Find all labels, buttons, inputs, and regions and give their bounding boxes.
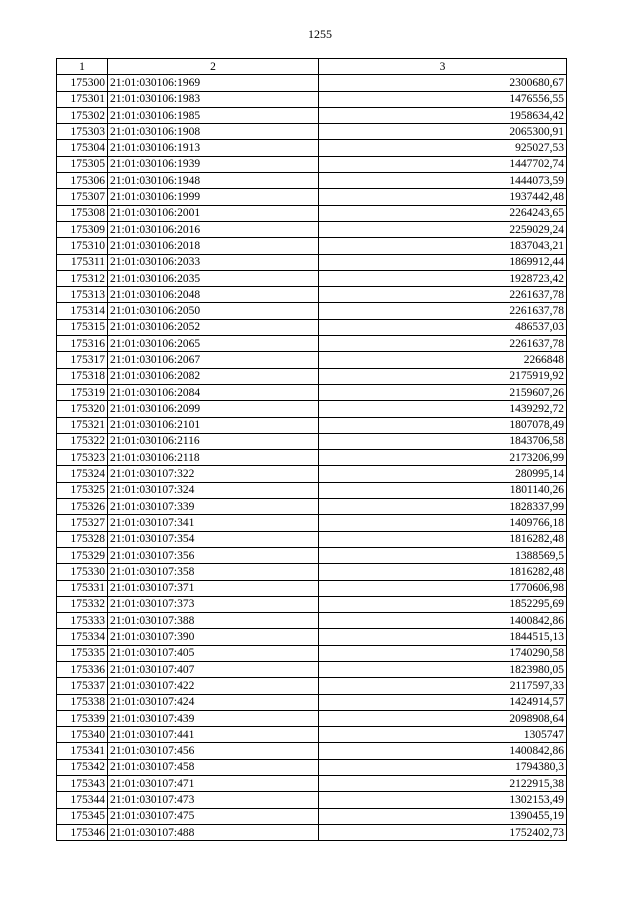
table-row [57, 547, 567, 563]
table-row [57, 629, 567, 645]
value-cell: 2261637,78 [319, 336, 567, 352]
cadastral-number-cell: 21:01:030106:2018 [108, 238, 319, 254]
cadastral-number-cell: 21:01:030107:488 [108, 824, 319, 840]
row-number-cell: 175342 [57, 759, 108, 775]
cadastral-number-cell: 21:01:030107:371 [108, 580, 319, 596]
row-number-cell: 175304 [57, 140, 108, 156]
table-row [57, 319, 567, 335]
table-row [57, 466, 567, 482]
table-row [57, 124, 567, 140]
row-number-cell: 175300 [57, 75, 108, 91]
value-cell: 2173206,99 [319, 450, 567, 466]
cadastral-number-cell: 21:01:030106:2052 [108, 319, 319, 335]
value-cell: 1816282,48 [319, 531, 567, 547]
row-number-cell: 175312 [57, 270, 108, 286]
row-number-cell: 175301 [57, 91, 108, 107]
cadastral-number-cell: 21:01:030106:2065 [108, 336, 319, 352]
column-header-number: 1 [57, 59, 108, 75]
row-number-cell: 175318 [57, 368, 108, 384]
value-cell: 1302153,49 [319, 792, 567, 808]
table-row [57, 221, 567, 237]
row-number-cell: 175345 [57, 808, 108, 824]
value-cell: 1823980,05 [319, 661, 567, 677]
table-row [57, 189, 567, 205]
table-row [57, 303, 567, 319]
value-cell: 1837043,21 [319, 238, 567, 254]
table-row [57, 743, 567, 759]
row-number-cell: 175328 [57, 531, 108, 547]
table-row [57, 482, 567, 498]
cadastral-number-cell: 21:01:030107:322 [108, 466, 319, 482]
table-row [57, 596, 567, 612]
value-cell: 2259029,24 [319, 221, 567, 237]
cadastral-number-cell: 21:01:030107:354 [108, 531, 319, 547]
cadastral-number-cell: 21:01:030106:2099 [108, 401, 319, 417]
row-number-cell: 175303 [57, 124, 108, 140]
cadastral-number-cell: 21:01:030107:441 [108, 727, 319, 743]
cadastral-number-cell: 21:01:030107:405 [108, 645, 319, 661]
table-row [57, 645, 567, 661]
row-number-cell: 175321 [57, 417, 108, 433]
value-cell: 1770606,98 [319, 580, 567, 596]
value-cell: 2261637,78 [319, 303, 567, 319]
cadastral-number-cell: 21:01:030107:475 [108, 808, 319, 824]
row-number-cell: 175338 [57, 694, 108, 710]
value-cell: 1439292,72 [319, 401, 567, 417]
row-number-cell: 175331 [57, 580, 108, 596]
value-cell: 1444073,59 [319, 173, 567, 189]
row-number-cell: 175308 [57, 205, 108, 221]
cadastral-number-cell: 21:01:030107:358 [108, 564, 319, 580]
table-row [57, 384, 567, 400]
row-number-cell: 175314 [57, 303, 108, 319]
row-number-cell: 175335 [57, 645, 108, 661]
row-number-cell: 175325 [57, 482, 108, 498]
value-cell: 925027,53 [319, 140, 567, 156]
cadastral-number-cell: 21:01:030107:341 [108, 515, 319, 531]
table-row [57, 450, 567, 466]
value-cell: 1409766,18 [319, 515, 567, 531]
cadastral-number-cell: 21:01:030107:373 [108, 596, 319, 612]
cadastral-number-cell: 21:01:030106:2035 [108, 270, 319, 286]
table-row [57, 678, 567, 694]
row-number-cell: 175323 [57, 450, 108, 466]
row-number-cell: 175319 [57, 384, 108, 400]
cadastral-number-cell: 21:01:030107:473 [108, 792, 319, 808]
value-cell: 1828337,99 [319, 499, 567, 515]
table-row [57, 776, 567, 792]
table-row [57, 759, 567, 775]
value-cell: 280995,14 [319, 466, 567, 482]
value-cell: 1843706,58 [319, 433, 567, 449]
cadastral-number-cell: 21:01:030107:471 [108, 776, 319, 792]
cadastral-number-cell: 21:01:030106:2082 [108, 368, 319, 384]
value-cell: 1447702,74 [319, 156, 567, 172]
value-cell: 2264243,65 [319, 205, 567, 221]
row-number-cell: 175313 [57, 287, 108, 303]
value-cell: 2098908,64 [319, 710, 567, 726]
cadastral-number-cell: 21:01:030106:2048 [108, 287, 319, 303]
value-cell: 1852295,69 [319, 596, 567, 612]
cadastral-number-cell: 21:01:030106:1985 [108, 107, 319, 123]
table-row [57, 140, 567, 156]
value-cell: 1388569,5 [319, 547, 567, 563]
value-cell: 1305747 [319, 727, 567, 743]
row-number-cell: 175336 [57, 661, 108, 677]
table-row [57, 238, 567, 254]
row-number-cell: 175322 [57, 433, 108, 449]
cadastral-number-cell: 21:01:030106:1969 [108, 75, 319, 91]
table-row [57, 792, 567, 808]
row-number-cell: 175330 [57, 564, 108, 580]
table-row [57, 433, 567, 449]
value-cell: 1958634,42 [319, 107, 567, 123]
cadastral-number-cell: 21:01:030107:422 [108, 678, 319, 694]
value-cell: 1801140,26 [319, 482, 567, 498]
value-cell: 1424914,57 [319, 694, 567, 710]
row-number-cell: 175326 [57, 499, 108, 515]
row-number-cell: 175332 [57, 596, 108, 612]
row-number-cell: 175324 [57, 466, 108, 482]
value-cell: 2159607,26 [319, 384, 567, 400]
cadastral-number-cell: 21:01:030107:390 [108, 629, 319, 645]
column-header-cadastral-number: 2 [108, 59, 319, 75]
cadastral-number-cell: 21:01:030106:2001 [108, 205, 319, 221]
table-row [57, 368, 567, 384]
table-row [57, 270, 567, 286]
table-row [57, 515, 567, 531]
table-row [57, 694, 567, 710]
data-table [56, 58, 567, 841]
row-number-cell: 175316 [57, 336, 108, 352]
row-number-cell: 175320 [57, 401, 108, 417]
value-cell: 1400842,86 [319, 743, 567, 759]
table-row [57, 75, 567, 91]
table-row [57, 156, 567, 172]
value-cell: 1400842,86 [319, 613, 567, 629]
row-number-cell: 175344 [57, 792, 108, 808]
table-row [57, 417, 567, 433]
value-cell: 2300680,67 [319, 75, 567, 91]
row-number-cell: 175305 [57, 156, 108, 172]
cadastral-number-cell: 21:01:030107:424 [108, 694, 319, 710]
row-number-cell: 175340 [57, 727, 108, 743]
row-number-cell: 175333 [57, 613, 108, 629]
value-cell: 1390455,19 [319, 808, 567, 824]
table-row [57, 336, 567, 352]
cadastral-number-cell: 21:01:030107:458 [108, 759, 319, 775]
table-row [57, 352, 567, 368]
table-body [57, 75, 567, 841]
row-number-cell: 175327 [57, 515, 108, 531]
cadastral-number-cell: 21:01:030106:2118 [108, 450, 319, 466]
cadastral-number-cell: 21:01:030106:1999 [108, 189, 319, 205]
table-row [57, 824, 567, 840]
table-row [57, 107, 567, 123]
table-row [57, 254, 567, 270]
cadastral-number-cell: 21:01:030106:2116 [108, 433, 319, 449]
value-cell: 1928723,42 [319, 270, 567, 286]
value-cell: 2266848 [319, 352, 567, 368]
cadastral-number-cell: 21:01:030106:1948 [108, 173, 319, 189]
cadastral-number-cell: 21:01:030107:439 [108, 710, 319, 726]
value-cell: 1740290,58 [319, 645, 567, 661]
row-number-cell: 175343 [57, 776, 108, 792]
row-number-cell: 175315 [57, 319, 108, 335]
cadastral-number-cell: 21:01:030106:2033 [108, 254, 319, 270]
row-number-cell: 175310 [57, 238, 108, 254]
value-cell: 486537,03 [319, 319, 567, 335]
table-row [57, 91, 567, 107]
cadastral-number-cell: 21:01:030107:356 [108, 547, 319, 563]
value-cell: 1816282,48 [319, 564, 567, 580]
value-cell: 1476556,55 [319, 91, 567, 107]
cadastral-number-cell: 21:01:030106:1908 [108, 124, 319, 140]
table-row [57, 173, 567, 189]
row-number-cell: 175311 [57, 254, 108, 270]
value-cell: 2065300,91 [319, 124, 567, 140]
row-number-cell: 175337 [57, 678, 108, 694]
value-cell: 2175919,92 [319, 368, 567, 384]
table-row [57, 727, 567, 743]
cadastral-number-cell: 21:01:030106:2101 [108, 417, 319, 433]
cadastral-number-cell: 21:01:030107:339 [108, 499, 319, 515]
cadastral-number-cell: 21:01:030106:2067 [108, 352, 319, 368]
table-row [57, 808, 567, 824]
table-row [57, 661, 567, 677]
value-cell: 1752402,73 [319, 824, 567, 840]
table-row [57, 710, 567, 726]
value-cell: 2261637,78 [319, 287, 567, 303]
row-number-cell: 175306 [57, 173, 108, 189]
cadastral-number-cell: 21:01:030106:2084 [108, 384, 319, 400]
row-number-cell: 175329 [57, 547, 108, 563]
table-row [57, 580, 567, 596]
value-cell: 2122915,38 [319, 776, 567, 792]
row-number-cell: 175307 [57, 189, 108, 205]
table-row [57, 613, 567, 629]
table-row [57, 401, 567, 417]
table-row [57, 531, 567, 547]
row-number-cell: 175346 [57, 824, 108, 840]
cadastral-number-cell: 21:01:030106:2016 [108, 221, 319, 237]
value-cell: 2117597,33 [319, 678, 567, 694]
cadastral-number-cell: 21:01:030107:388 [108, 613, 319, 629]
value-cell: 1869912,44 [319, 254, 567, 270]
cadastral-number-cell: 21:01:030106:1939 [108, 156, 319, 172]
value-cell: 1937442,48 [319, 189, 567, 205]
row-number-cell: 175302 [57, 107, 108, 123]
cadastral-number-cell: 21:01:030106:1913 [108, 140, 319, 156]
cadastral-number-cell: 21:01:030107:456 [108, 743, 319, 759]
value-cell: 1844515,13 [319, 629, 567, 645]
row-number-cell: 175334 [57, 629, 108, 645]
table-row [57, 205, 567, 221]
table-row [57, 564, 567, 580]
column-header-value: 3 [319, 59, 567, 75]
value-cell: 1807078,49 [319, 417, 567, 433]
table-row [57, 499, 567, 515]
cadastral-number-cell: 21:01:030107:407 [108, 661, 319, 677]
cadastral-number-cell: 21:01:030106:2050 [108, 303, 319, 319]
row-number-cell: 175317 [57, 352, 108, 368]
cadastral-number-cell: 21:01:030106:1983 [108, 91, 319, 107]
table-row [57, 287, 567, 303]
value-cell: 1794380,3 [319, 759, 567, 775]
page-number: 1255 [308, 27, 332, 41]
row-number-cell: 175339 [57, 710, 108, 726]
row-number-cell: 175309 [57, 221, 108, 237]
row-number-cell: 175341 [57, 743, 108, 759]
cadastral-number-cell: 21:01:030107:324 [108, 482, 319, 498]
table-header-row [57, 59, 567, 75]
